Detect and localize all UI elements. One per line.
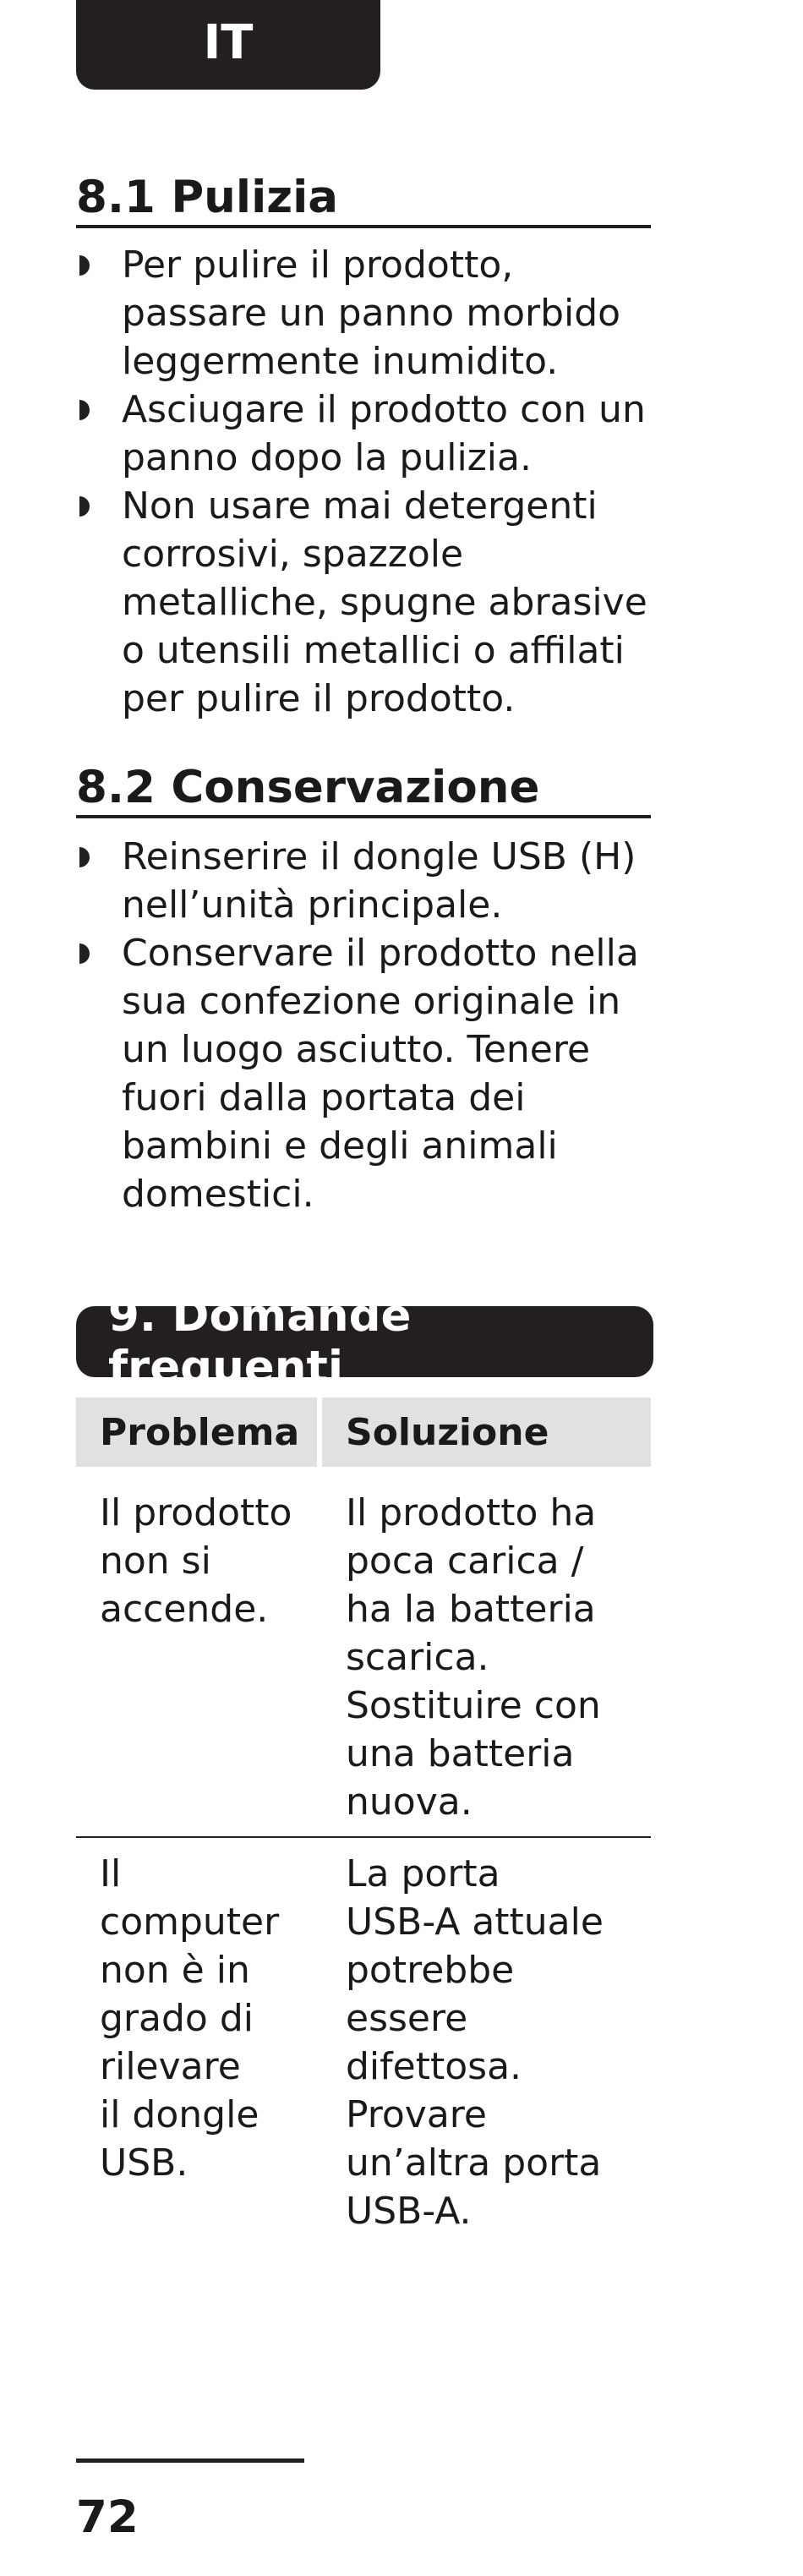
list-item: Conservare il prodotto nella sua confezione originale in un luogo asciutto. Tenere fuori dalla portata dei bambini e degli animali domestici. (76, 929, 651, 1218)
solution-cell: Il prodotto ha poca carica / ha la batteria scarica. Sostituire con una batteria nuova. (346, 1491, 601, 1824)
bullet-icon (79, 496, 90, 517)
bullet-icon (79, 943, 90, 964)
table-header (76, 1397, 651, 1467)
table-row (76, 1467, 651, 1836)
bullet-list-conservazione (76, 833, 651, 1218)
language-tab: IT (76, 0, 380, 90)
footer-rule (76, 2458, 304, 2463)
bullet-icon (79, 400, 90, 420)
section-heading-conservazione: 8.2 Conservazione (76, 761, 651, 818)
page-number: 72 (76, 2491, 139, 2543)
solution-cell: La porta USB-A attuale potrebbe essere difettosa. Provare un’altra porta USB-A. (346, 1852, 604, 2233)
list-item: Non usare mai detergenti corrosivi, spazzole metalliche, spugne abrasive o utensili metallici o affilati per pulire il prodotto. (76, 482, 651, 723)
bullet-list-pulizia (76, 241, 651, 723)
faq-table (76, 1397, 651, 2235)
problem-cell: Il prodotto non si accende. (100, 1491, 292, 1631)
table-row (76, 1838, 651, 2235)
column-header-problem: Problema (76, 1397, 317, 1467)
list-item: Reinserire il dongle USB (H) nell’unità principale. (76, 833, 651, 929)
column-header-solution: Soluzione (322, 1397, 651, 1467)
bullet-icon (79, 847, 90, 867)
chapter-heading-faq: 9. Domande frequenti (76, 1306, 653, 1377)
section-heading-pulizia: 8.1 Pulizia (76, 171, 651, 228)
list-item: Asciugare il prodotto con un panno dopo la pulizia. (76, 386, 651, 482)
bullet-icon (79, 255, 90, 276)
problem-cell: Il computer non è in grado di rilevare il dongle USB. (100, 1852, 280, 2185)
list-item: Per pulire il prodotto, passare un panno morbido leggermente inumidito. (76, 241, 651, 386)
